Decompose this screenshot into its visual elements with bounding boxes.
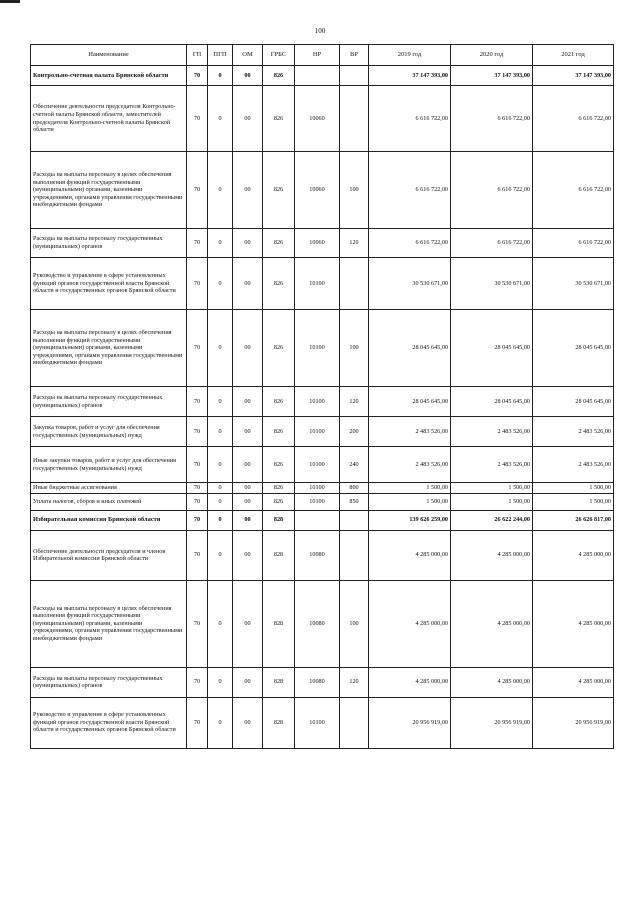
cell-y2021: 6 616 722,00 (533, 229, 614, 258)
cell-pgp: 0 (208, 510, 233, 530)
cell-y2020: 4 285 000,00 (451, 530, 533, 580)
cell-vr (340, 697, 369, 748)
cell-om: 00 (233, 387, 263, 417)
cell-vr: 120 (340, 667, 369, 697)
cell-y2020: 6 616 722,00 (451, 86, 533, 152)
cell-np: 10100 (295, 387, 340, 417)
cell-om: 00 (233, 510, 263, 530)
cell-gp: 70 (187, 229, 208, 258)
cell-np: 10100 (295, 447, 340, 483)
cell-om: 00 (233, 310, 263, 387)
cell-vr: 120 (340, 387, 369, 417)
cell-np (295, 510, 340, 530)
header-vr: ВР (340, 45, 369, 66)
cell-om: 00 (233, 66, 263, 86)
cell-name: Расходы на выплаты персоналу в целях обеспечения выполнения функций государственными (муниципальными) органами, казенными учреждениями, органами управления государственными внебюджетными фондами (31, 580, 187, 667)
cell-om: 00 (233, 493, 263, 510)
cell-gp: 70 (187, 530, 208, 580)
cell-y2020: 2 483 526,00 (451, 447, 533, 483)
cell-y2021: 4 285 000,00 (533, 580, 614, 667)
cell-name: Расходы на выплаты персоналу государственных (муниципальных) органов (31, 229, 187, 258)
cell-y2021: 1 500,00 (533, 483, 614, 494)
cell-y2021: 26 626 817,00 (533, 510, 614, 530)
table-row (31, 229, 614, 258)
cell-grbs: 828 (263, 530, 295, 580)
cell-y2020: 37 147 393,00 (451, 66, 533, 86)
cell-gp: 70 (187, 66, 208, 86)
cell-name: Руководство и управление в сфере установленных функций органов государственной власти Брянской области и государственных органов Брянской области (31, 697, 187, 748)
table-row (31, 66, 614, 86)
cell-gp: 70 (187, 258, 208, 310)
cell-y2021: 2 483 526,00 (533, 447, 614, 483)
cell-pgp: 0 (208, 387, 233, 417)
cell-y2020: 1 500,00 (451, 493, 533, 510)
cell-gp: 70 (187, 580, 208, 667)
cell-om: 00 (233, 417, 263, 447)
cell-y2020: 6 616 722,00 (451, 229, 533, 258)
cell-np: 10100 (295, 417, 340, 447)
cell-vr (340, 510, 369, 530)
cell-name: Обеспечение деятельности председателя и членов Избирательной комиссии Брянской области (31, 530, 187, 580)
cell-pgp: 0 (208, 258, 233, 310)
cell-pgp: 0 (208, 667, 233, 697)
cell-vr: 100 (340, 580, 369, 667)
cell-pgp: 0 (208, 417, 233, 447)
table-row (31, 447, 614, 483)
table-row (31, 697, 614, 748)
cell-np: 10100 (295, 258, 340, 310)
header-2019: 2019 год (369, 45, 451, 66)
cell-name: Расходы на выплаты персоналу государственных (муниципальных) органов (31, 667, 187, 697)
cell-name: Расходы на выплаты персоналу в целях обеспечения выполнения функций государственными (муниципальными) органами, казенными учреждениями, органами управления государственными внебюджетными фондами (31, 152, 187, 229)
cell-np: 10080 (295, 667, 340, 697)
cell-om: 00 (233, 258, 263, 310)
table-row (31, 152, 614, 229)
table-row (31, 387, 614, 417)
header-2020: 2020 год (451, 45, 533, 66)
cell-y2020: 2 483 526,00 (451, 417, 533, 447)
cell-pgp: 0 (208, 493, 233, 510)
cell-grbs: 826 (263, 152, 295, 229)
cell-name: Иные закупки товаров, работ и услуг для обеспечения государственных (муниципальных) нужд (31, 447, 187, 483)
header-grbs: ГРБС (263, 45, 295, 66)
cell-y2020: 26 622 244,00 (451, 510, 533, 530)
cell-y2019: 1 500,00 (369, 493, 451, 510)
cell-gp: 70 (187, 493, 208, 510)
cell-y2020: 1 500,00 (451, 483, 533, 494)
cell-pgp: 0 (208, 152, 233, 229)
cell-vr (340, 530, 369, 580)
cell-gp: 70 (187, 447, 208, 483)
cell-np (295, 66, 340, 86)
cell-gp: 70 (187, 667, 208, 697)
cell-y2019: 4 285 000,00 (369, 667, 451, 697)
cell-y2019: 6 616 722,00 (369, 86, 451, 152)
header-gp: ГП (187, 45, 208, 66)
cell-y2019: 1 500,00 (369, 483, 451, 494)
cell-np: 10060 (295, 152, 340, 229)
cell-grbs: 826 (263, 229, 295, 258)
table-row (31, 310, 614, 387)
cell-pgp: 0 (208, 229, 233, 258)
cell-om: 00 (233, 152, 263, 229)
table-body (31, 66, 614, 749)
cell-y2021: 2 483 526,00 (533, 417, 614, 447)
cell-om: 00 (233, 447, 263, 483)
cell-grbs: 826 (263, 417, 295, 447)
cell-pgp: 0 (208, 697, 233, 748)
cell-y2019: 30 530 671,00 (369, 258, 451, 310)
cell-grbs: 826 (263, 493, 295, 510)
cell-y2019: 2 483 526,00 (369, 447, 451, 483)
table-row (31, 580, 614, 667)
cell-name: Руководство и управление в сфере установленных функций органов государственной власти Брянской области и государственных органов Брянской области (31, 258, 187, 310)
cell-y2021: 6 616 722,00 (533, 152, 614, 229)
cell-pgp: 0 (208, 66, 233, 86)
cell-grbs: 826 (263, 387, 295, 417)
cell-y2021: 4 285 000,00 (533, 667, 614, 697)
cell-y2020: 4 285 000,00 (451, 667, 533, 697)
table-row (31, 493, 614, 510)
cell-y2019: 20 956 919,00 (369, 697, 451, 748)
cell-np: 10100 (295, 483, 340, 494)
cell-vr: 100 (340, 310, 369, 387)
cell-np: 10100 (295, 697, 340, 748)
table-row (31, 510, 614, 530)
table-row (31, 258, 614, 310)
table-row (31, 530, 614, 580)
cell-vr: 200 (340, 417, 369, 447)
cell-gp: 70 (187, 483, 208, 494)
header-np: НР (295, 45, 340, 66)
header-pgp: ПГП (208, 45, 233, 66)
cell-grbs: 826 (263, 66, 295, 86)
cell-gp: 70 (187, 387, 208, 417)
cell-y2019: 2 483 526,00 (369, 417, 451, 447)
cell-y2020: 28 045 645,00 (451, 310, 533, 387)
cell-y2021: 6 616 722,00 (533, 86, 614, 152)
cell-vr: 240 (340, 447, 369, 483)
cell-vr: 800 (340, 483, 369, 494)
cell-y2021: 1 500,00 (533, 493, 614, 510)
cell-name: Контрольно-счетная палата Брянской области (31, 66, 187, 86)
cell-name: Уплата налогов, сборов и иных платежей (31, 493, 187, 510)
cell-pgp: 0 (208, 483, 233, 494)
cell-y2021: 37 147 393,00 (533, 66, 614, 86)
budget-table (30, 44, 614, 749)
cell-np: 10100 (295, 493, 340, 510)
cell-gp: 70 (187, 310, 208, 387)
cell-y2019: 28 045 645,00 (369, 387, 451, 417)
cell-grbs: 828 (263, 510, 295, 530)
cell-np: 10100 (295, 310, 340, 387)
cell-y2021: 4 285 000,00 (533, 530, 614, 580)
cell-gp: 70 (187, 510, 208, 530)
cell-pgp: 0 (208, 310, 233, 387)
cell-np: 10060 (295, 229, 340, 258)
cell-grbs: 826 (263, 258, 295, 310)
cell-gp: 70 (187, 152, 208, 229)
cell-name: Избирательная комиссия Брянской области (31, 510, 187, 530)
cell-gp: 70 (187, 417, 208, 447)
cell-y2019: 6 616 722,00 (369, 229, 451, 258)
cell-grbs: 828 (263, 667, 295, 697)
cell-name: Обеспечение деятельности председателя Контрольно-счетной палаты Брянской области, заместителей председателя Контрольно-счетной палаты Брянской области (31, 86, 187, 152)
cell-om: 00 (233, 530, 263, 580)
cell-y2020: 6 616 722,00 (451, 152, 533, 229)
cell-grbs: 828 (263, 697, 295, 748)
table-header-row (31, 45, 614, 66)
cell-np: 10080 (295, 580, 340, 667)
cell-y2020: 4 285 000,00 (451, 580, 533, 667)
cell-vr (340, 86, 369, 152)
cell-y2019: 139 626 259,00 (369, 510, 451, 530)
table-row (31, 417, 614, 447)
cell-vr: 120 (340, 229, 369, 258)
cell-name: Закупка товаров, работ и услуг для обеспечения государственных (муниципальных) нужд (31, 417, 187, 447)
cell-pgp: 0 (208, 86, 233, 152)
cell-y2021: 30 530 671,00 (533, 258, 614, 310)
cell-y2020: 30 530 671,00 (451, 258, 533, 310)
cell-name: Расходы на выплаты персоналу государственных (муниципальных) органов (31, 387, 187, 417)
header-2021: 2021 год (533, 45, 614, 66)
cell-y2019: 4 285 000,00 (369, 530, 451, 580)
cell-y2019: 28 045 645,00 (369, 310, 451, 387)
cell-name: Иные бюджетные ассигнования (31, 483, 187, 494)
cell-pgp: 0 (208, 530, 233, 580)
cell-y2019: 4 285 000,00 (369, 580, 451, 667)
cell-grbs: 826 (263, 483, 295, 494)
cell-om: 00 (233, 229, 263, 258)
cell-grbs: 828 (263, 580, 295, 667)
cell-y2020: 28 045 645,00 (451, 387, 533, 417)
cell-y2021: 28 045 645,00 (533, 310, 614, 387)
table-row (31, 483, 614, 494)
cell-vr: 850 (340, 493, 369, 510)
cell-gp: 70 (187, 86, 208, 152)
header-om: ОМ (233, 45, 263, 66)
cell-grbs: 826 (263, 86, 295, 152)
cell-y2019: 6 616 722,00 (369, 152, 451, 229)
cell-om: 00 (233, 86, 263, 152)
cell-vr: 100 (340, 152, 369, 229)
cell-y2019: 37 147 393,00 (369, 66, 451, 86)
cell-om: 00 (233, 667, 263, 697)
cell-om: 00 (233, 483, 263, 494)
page-number: 100 (314, 27, 326, 35)
cell-grbs: 826 (263, 310, 295, 387)
scan-corner-mark (0, 0, 20, 3)
table-row (31, 86, 614, 152)
cell-np: 10060 (295, 86, 340, 152)
cell-y2021: 28 045 645,00 (533, 387, 614, 417)
cell-np: 10080 (295, 530, 340, 580)
table-row (31, 667, 614, 697)
cell-pgp: 0 (208, 580, 233, 667)
cell-gp: 70 (187, 697, 208, 748)
cell-om: 00 (233, 697, 263, 748)
cell-grbs: 826 (263, 447, 295, 483)
cell-name: Расходы на выплаты персоналу в целях обеспечения выполнения функций государственными (муниципальными) органами, казенными учреждениями, органами управления государственными внебюджетными фондами (31, 310, 187, 387)
cell-pgp: 0 (208, 447, 233, 483)
cell-y2021: 20 956 919,00 (533, 697, 614, 748)
cell-om: 00 (233, 580, 263, 667)
cell-vr (340, 66, 369, 86)
cell-y2020: 20 956 919,00 (451, 697, 533, 748)
header-name: Наименование (31, 45, 187, 66)
cell-vr (340, 258, 369, 310)
